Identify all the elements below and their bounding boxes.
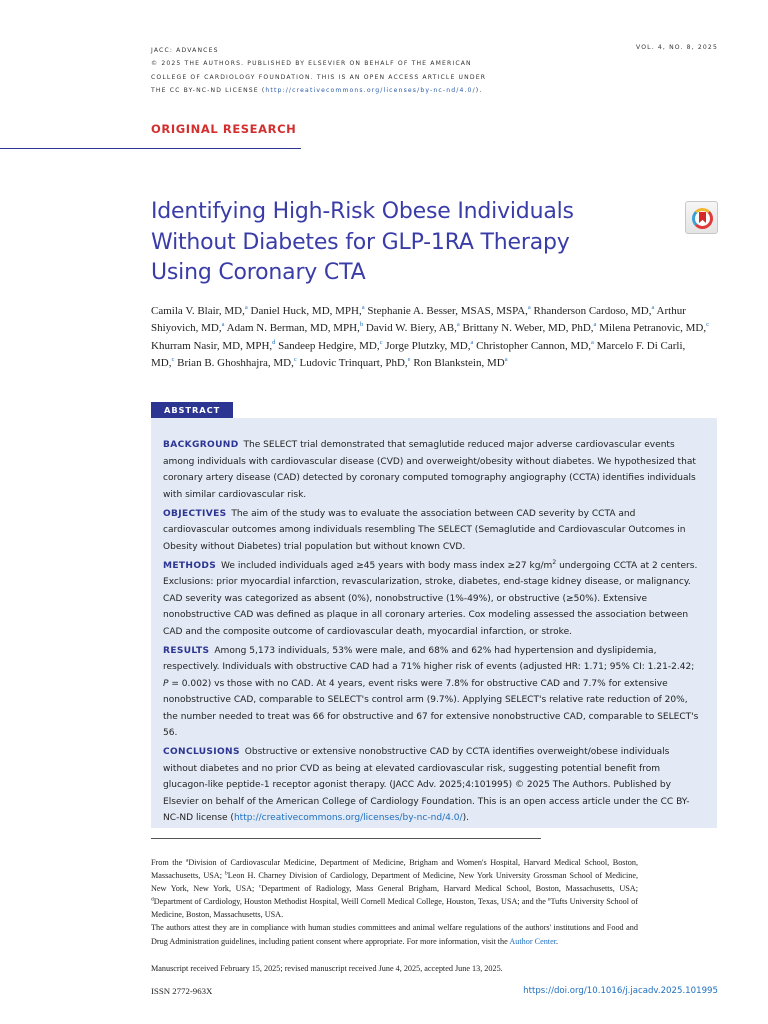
abstract-tab: ABSTRACT [151,402,233,418]
affiliation-text: Department of Radiology, Mass General Brigham, Harvard Medical School, Boston, Massachusetts, USA; [261,884,638,894]
copyright-line-3-text: THE CC BY-NC-ND LICENSE ( [151,86,266,94]
author [151,305,248,317]
author [278,340,382,352]
author-affiliation-mark[interactable]: a [651,304,655,311]
author-affiliation-mark[interactable]: a [527,304,531,311]
author-name: David W. Biery, AB, [365,322,457,335]
author-affiliation-mark[interactable]: a [456,321,460,329]
author [462,322,596,334]
affiliations-intro: From the [151,858,186,867]
conclusions-license-link[interactable]: http://creativecommons.org/licenses/by-nc-nd/4.0/ [233,813,463,823]
author-affiliation-mark[interactable]: b [359,321,364,329]
copyright-line-3 [151,84,486,97]
results-label: RESULTS [163,645,210,656]
title-line-2: Without Diabetes for GLP-1RA Therapy [151,229,570,255]
author-affiliation-mark[interactable]: e [407,356,411,364]
abstract-conclusions [163,744,699,827]
author-affiliation-mark[interactable]: a [591,338,594,346]
methods-superscript: 2 [552,558,557,566]
volume-info: VOL. 4, NO. 8, 2025 [636,44,718,51]
author-name: Camila V. Blair, MD, [151,305,245,317]
title-line-3: Using Coronary CTA [151,260,366,285]
author-name: Daniel Huck, MD, MPH, [250,305,362,317]
doi-link[interactable]: https://doi.org/10.1016/j.jacadv.2025.101995 [523,986,718,996]
author [385,340,473,352]
author-name: Adam N. Berman, MD, MPH, [226,322,360,335]
affiliations [151,856,638,921]
affiliation-text: Department of Cardiology, Houston Methodist Hospital, Weill Cornell Medical College, Houston, Texas, USA; and the [153,897,548,907]
journal-name: JACC: ADVANCES [151,47,219,54]
author-center-link[interactable]: Author Center [509,936,556,946]
author-name: Christopher Cannon, MD, [476,339,592,352]
affiliation-mark: c [258,883,262,890]
ethics-text: The authors attest they are in compliance with human studies committees and animal welfare regulations of the authors' institutions and Food and Drug Administration guidelines, including patient consent where appropriate. For more information, visit the [151,923,638,946]
crossmark-icon[interactable] [685,201,718,234]
author [534,305,655,317]
abstract-box [151,418,717,828]
objectives-text: The aim of the study was to evaluate the association between CAD severity by CCTA and cardiovascular outcomes among individuals resembling The SELECT (Semaglutide and Cardiovascular Outcomes in Obesity without Diabetes) trial population but without known CVD. [163,508,686,552]
author-name: Marcelo F. Di Carli, MD, [151,339,686,370]
section-label: ORIGINAL RESEARCH [151,122,297,136]
author-affiliation-mark[interactable]: a [593,321,597,329]
copyright-line-2: COLLEGE OF CARDIOLOGY FOUNDATION. THIS IS AN OPEN ACCESS ARTICLE UNDER [151,73,487,81]
author-name: Khurram Nasir, MD, MPH, [151,339,273,352]
conclusions-end: ). [462,813,470,823]
results-text-2: = 0.002) vs those with no CAD. At 4 years, event risks were 7.8% for obstructive CAD and 7.7% for extensive nonobstructive CAD, comparable to SELECT's control arm (9.7%). Applying SELECT's relative rate reduction of 20%, the number needed to treat was 66 for obstructive and 67 for extensive nonobstructive CAD, comparable to SELECT's 56. [163,678,699,738]
affiliation-mark: e [547,896,551,903]
abstract-methods [163,558,699,641]
author [367,305,530,317]
license-link[interactable]: http://creativecommons.org/licenses/by-nc-nd/4.0/ [265,86,476,94]
author-name: Ludovic Trinquart, PhD, [299,357,408,370]
author-name: Jorge Plutzky, MD, [385,339,471,352]
author-name: Arthur Shiyovich, MD, [151,305,686,335]
abstract-results [163,643,699,742]
affiliation-text: Tufts University School of Medicine, Boston, Massachusetts, USA. [151,897,639,920]
author-name: Brittany N. Weber, MD, PhD, [462,322,594,335]
author-name: Stephanie A. Besser, MSAS, MSPA, [367,305,528,317]
manuscript-dates: Manuscript received February 15, 2025; revised manuscript received June 4, 2025, accepted June 13, 2025. [151,964,503,973]
affiliation-mark: b [224,870,228,877]
author-list [151,303,711,373]
methods-label: METHODS [163,560,217,571]
copyright-line-3-end: ). [475,86,483,94]
author-affiliation-mark[interactable]: c [293,356,297,364]
objectives-label: OBJECTIVES [163,508,227,519]
author-name: Rhanderson Cardoso, MD, [533,305,652,317]
author-affiliation-mark[interactable]: d [272,338,276,346]
author-name: Brian B. Ghoshhajra, MD, [177,357,294,370]
footnote-divider [151,838,541,839]
conclusions-label: CONCLUSIONS [163,747,240,757]
article-title [151,197,671,289]
conclusions-text: Obstructive or extensive nonobstructive CAD by CCTA identifies overweight/obese individuals without diabetes and no prior CVD as being at elevated cardiovascular risk, suggesting potential benefit from glucagon-like peptide-1 receptor agonist therapy. (JACC Adv. 2025;4:101995) © 2025 The Authors. Published by Elsevier on behalf of the American College of Cardiology Foundation. This is an open access article under the CC BY-NC-ND license ( [163,747,690,823]
ethics-statement [151,921,638,947]
author [366,322,460,334]
author [476,340,594,352]
affiliation-mark: a [185,857,189,864]
author [599,322,709,334]
author-name: Ron Blankstein, MD [413,357,505,370]
affiliation-text: Leon H. Charney Division of Cardiology, Department of Medicine, New York University Grossman School of Medicine, New York, New York, USA; [151,871,638,894]
title-line-1: Identifying High-Risk Obese Individuals [151,199,574,224]
author [251,305,365,317]
background-text: The SELECT trial demonstrated that semaglutide reduced major adverse cardiovascular events among individuals with cardiovascular disease (CVD) and overweight/obesity without diabetes. We hypothesized that coronary artery disease (CAD) detected by coronary computed tomography angiography (CCTA) identifies individuals with similar cardiovascular risk. [163,440,696,500]
journal-header [151,44,486,97]
author [413,357,507,369]
abstract-objectives [163,506,699,556]
affiliation-mark: d [151,896,154,903]
issn: ISSN 2772-963X [151,986,213,996]
methods-text-1: We included individuals aged ≥45 years with body mass index ≥27 kg/m [220,560,553,571]
results-text-1: Among 5,173 individuals, 53% were male, and 68% and 62% had hypertension and dyslipidemia, respectively. Individuals with obstructive CAD had a 71% higher risk of events (adjusted HR: 1.71; 95% CI: 1.21-2.42; [163,645,695,672]
results-p-value: P [163,678,169,689]
ethics-end: . [555,936,559,946]
author [227,322,363,334]
author [177,357,297,369]
author-affiliation-mark[interactable]: a [470,338,474,346]
author-name: Sandeep Hedgire, MD, [278,339,380,352]
methods-text-2: undergoing CCTA at 2 centers. Exclusions: prior myocardial infarction, revascularization, stroke, diabetes, end-stage kidney disease, or malignancy. CAD severity was categorized as absent (0%), nonobstructive (1%-49%), or obstructive (≥50%). Extensive nonobstructive CAD was defined as plaque in all coronary arteries. Cox modeling assessed the association between CAD and the composite outcome of cardiovascular death, myocardial infarction, or stroke. [163,560,698,637]
affiliation-text: Division of Cardiovascular Medicine, Department of Medicine, Brigham and Women's Hospital, Harvard Medical School, Boston, Massachusetts, USA; [151,858,638,881]
abstract-background [163,437,699,503]
author [151,340,275,352]
copyright-line-1: © 2025 THE AUTHORS. PUBLISHED BY ELSEVIER ON BEHALF OF THE AMERICAN [151,60,472,68]
author-affiliation-mark[interactable]: c [171,356,175,364]
author-affiliation-mark[interactable]: a [361,304,365,311]
author-affiliation-mark[interactable]: c [379,338,383,346]
section-divider [0,148,301,149]
author-name: Milena Petranovic, MD, [599,322,707,335]
author-affiliation-mark[interactable]: a [244,304,248,311]
author [299,357,410,369]
background-label: BACKGROUND [163,440,239,450]
author-affiliation-mark[interactable]: a [504,356,508,364]
author-affiliation-mark[interactable]: c [706,321,710,329]
author-affiliation-mark[interactable]: a [221,321,225,329]
affiliations-block [151,856,638,948]
